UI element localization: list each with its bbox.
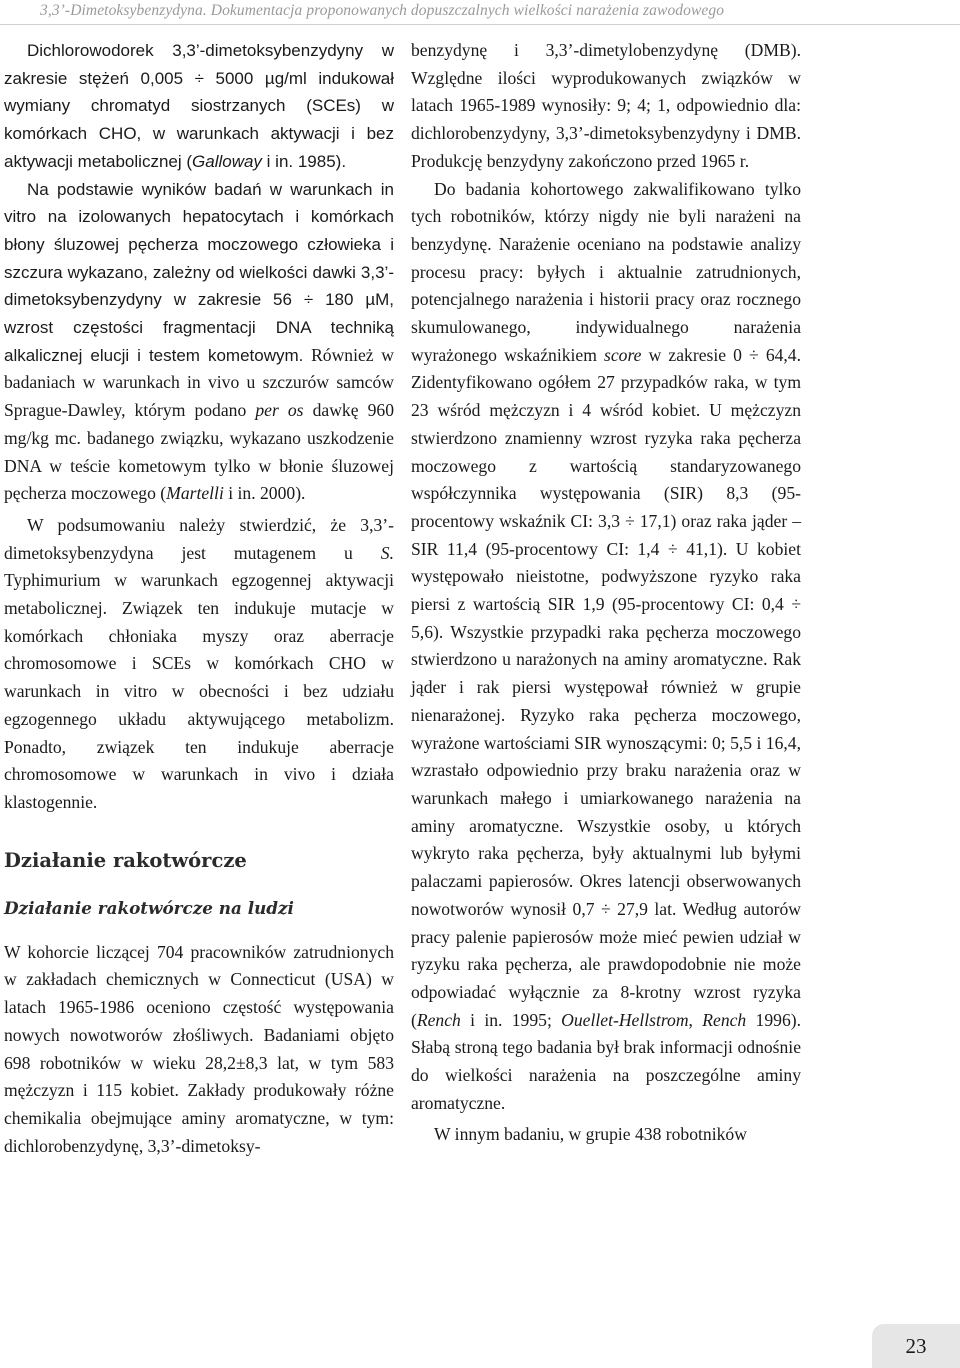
paragraph-production: benzydynę i 3,3’-dimetylobenzydynę (DMB). Względne ilości wyprodukowanych związków w latach 1965-1989 wynosiły: 9; 4; 1, odpowiednio dla: dichlorobenzydyny, 3,3’-dimetoksybenzydyny i DMB. Produkcję benzydyny zakończono przed 1965 r. xyxy=(411,40,801,171)
author-citation: Rench xyxy=(702,1009,747,1030)
text-run: Dichlorowodorek 3,3’-dimetoksybenzydyny w zakresie stężeń 0,005 ÷ 5000 µg/ml indukował wymiany chromatyd siostrzanych (SCEs) w komórkach CHO, w warunkach aktywacji i bez aktywacji metabolicznej ( xyxy=(4,41,394,171)
text-run: i in. 1995; xyxy=(460,1009,562,1030)
author-citation: Galloway xyxy=(192,151,262,171)
paragraph-cohort-results xyxy=(411,176,801,1118)
text-run: , xyxy=(688,1009,703,1030)
section-heading: Działanie rakotwórcze xyxy=(4,848,247,872)
text-run: 1996). Słabą stroną tego badania był brak informacji odnośnie do wielkości narażenia na poszczególne aminy aromatyczne. xyxy=(411,1009,801,1113)
species-name: S. xyxy=(380,542,394,563)
text-run: W podsumowaniu należy stwierdzić, że 3,3’-dimetoksybenzydyna jest mutagenem u xyxy=(4,514,394,563)
text-run: Na podstawie wyników badań w warunkach in vitro na izolowanych hepatocytach i komórkach błony śluzowej pęcherza moczowego człowieka i szczura wykazano, zależny od wielkości dawki 3,3’-dimetoksybenzydyny w zakresie 56 ÷ 180 µM, wzrost częstości fragmentacji DNA techniką alkalicznej elucji i testem kometowym. xyxy=(4,179,394,365)
text-run: Również w badaniach w warunkach in vivo u szczurów samców Sprague-Dawley, którym podano xyxy=(4,344,394,421)
author-citation: Ouellet-Hellstrom xyxy=(561,1009,689,1030)
text-run: Typhimurium w warunkach egzogennej aktywacji metabolicznej. Związek ten indukuje mutacje w komórkach chłoniaka myszy oraz aberracje chromosomowe i SCEs w komórkach CHO w warunkach in vitro w obecności i bez udziału egzogennego układu aktywującego metabolizm. Ponadto, związek ten indukuje aberracje chromosomowe w warunkach in vivo i działa klastogennie. xyxy=(4,570,394,812)
latin-term: per os xyxy=(255,400,304,421)
text-run: Do badania kohortowego zakwalifikowano tylko tych robotników, którzy nigdy nie byli narażeni na benzydynę. Narażenie oceniano na podstawie analizy procesu pracy: byłych i aktualnie zatrudnionych, potencjalnego narażenia i historii pracy oraz rocznego skumulowanego, indywidualnego narażenia wyrażonego wskaźnikiem xyxy=(411,178,801,365)
subsection-heading: Działanie rakotwórcze na ludzi xyxy=(4,897,294,918)
page-number: 23 xyxy=(872,1324,960,1368)
header-divider xyxy=(0,24,960,25)
author-citation: Martelli xyxy=(166,483,224,504)
running-header: 3,3’-Dimetoksybenzydyna. Dokumentacja proponowanych dopuszczalnych wielkości narażenia zawodowego xyxy=(40,2,725,19)
term-score: score xyxy=(604,344,642,365)
paragraph-scez-cho xyxy=(4,37,394,176)
paragraph-cohort: W kohorcie liczącej 704 pracowników zatrudnionych w zakładach chemicznych w Connecticut (USA) w latach 1965-1986 oceniono częstość występowania nowych nowotworów złośliwych. Badaniami objęto 698 robotników w wieku 28,2±8,3 lat, w tym 583 mężczyzn i 115 kobiet. Zakłady produkowały różne chemikalia obejmujące aminy aromatyczne, w tym: dichlorobenzydynę, 3,3’-dimetoksy- xyxy=(4,941,394,1156)
text-run: dawkę 960 mg/kg mc. badanego związku, wykazano uszkodzenie DNA w teście kometowym tylko w błonie śluzowej pęcherza moczowego ( xyxy=(4,400,395,504)
paragraph-summary xyxy=(4,512,394,817)
text-run: w zakresie 0 ÷ 64,4. Zidentyfikowano ogółem 27 przypadków raka, w tym 23 wśród mężczyzn i 4 wśród kobiet. U mężczyzn stwierdzono znamienny wzrost ryzyka raka pęcherza moczowego z wartością standaryzowanego współczynnika występowania (SIR) 8,3 (95-procentowy wskaźnik CI: 3,3 ÷ 17,1) oraz raka jąder – SIR 11,4 (95-procentowy CI: 1,4 ÷ 41,1). U kobiet występowało nieistotne, podwyższone ryzyko raka piersi z wartością SIR 1,9 (95-procentowy CI: 0,4 ÷ 5,6). Wszystkie przypadki raka pęcherza moczowego stwierdzono u narażonych na aminy aromatyczne. Rak jąder i rak piersi występował również w grupie nienarażonej. Ryzyko raka pęcherza moczowego, wyrażone wartościami SIR wynoszącymi: 0; 5,5 i 16,4, wzrastało odpowiednio przy braku narażenia oraz w warunkach małego i umiarkowanego narażenia na aminy aromatyczne. Wszystkie osoby, u których wykryto raka pęcherza, były aktualnymi lub byłymi palaczami papierosów. Okres latencji obserwowanych nowotworów wynosił 0,7 ÷ 27,9 lat. Według autorów pracy palenie papierosów może mieć pewien udział w ryzyku raka pęcherza, ale prawdopodobnie nie może odpowiadać wyłącznie za 8-krotny wzrost ryzyka ( xyxy=(411,344,802,1030)
paragraph-dna-fragmentation xyxy=(4,176,394,508)
author-citation: Rench xyxy=(416,1009,461,1030)
right-column xyxy=(411,37,801,1149)
text-run: i in. 1985). xyxy=(261,151,347,171)
left-column xyxy=(4,37,394,1160)
paragraph-other-study: W innym badaniu, w grupie 438 robotników xyxy=(434,1124,747,1145)
text-run: i in. 2000). xyxy=(223,483,306,504)
